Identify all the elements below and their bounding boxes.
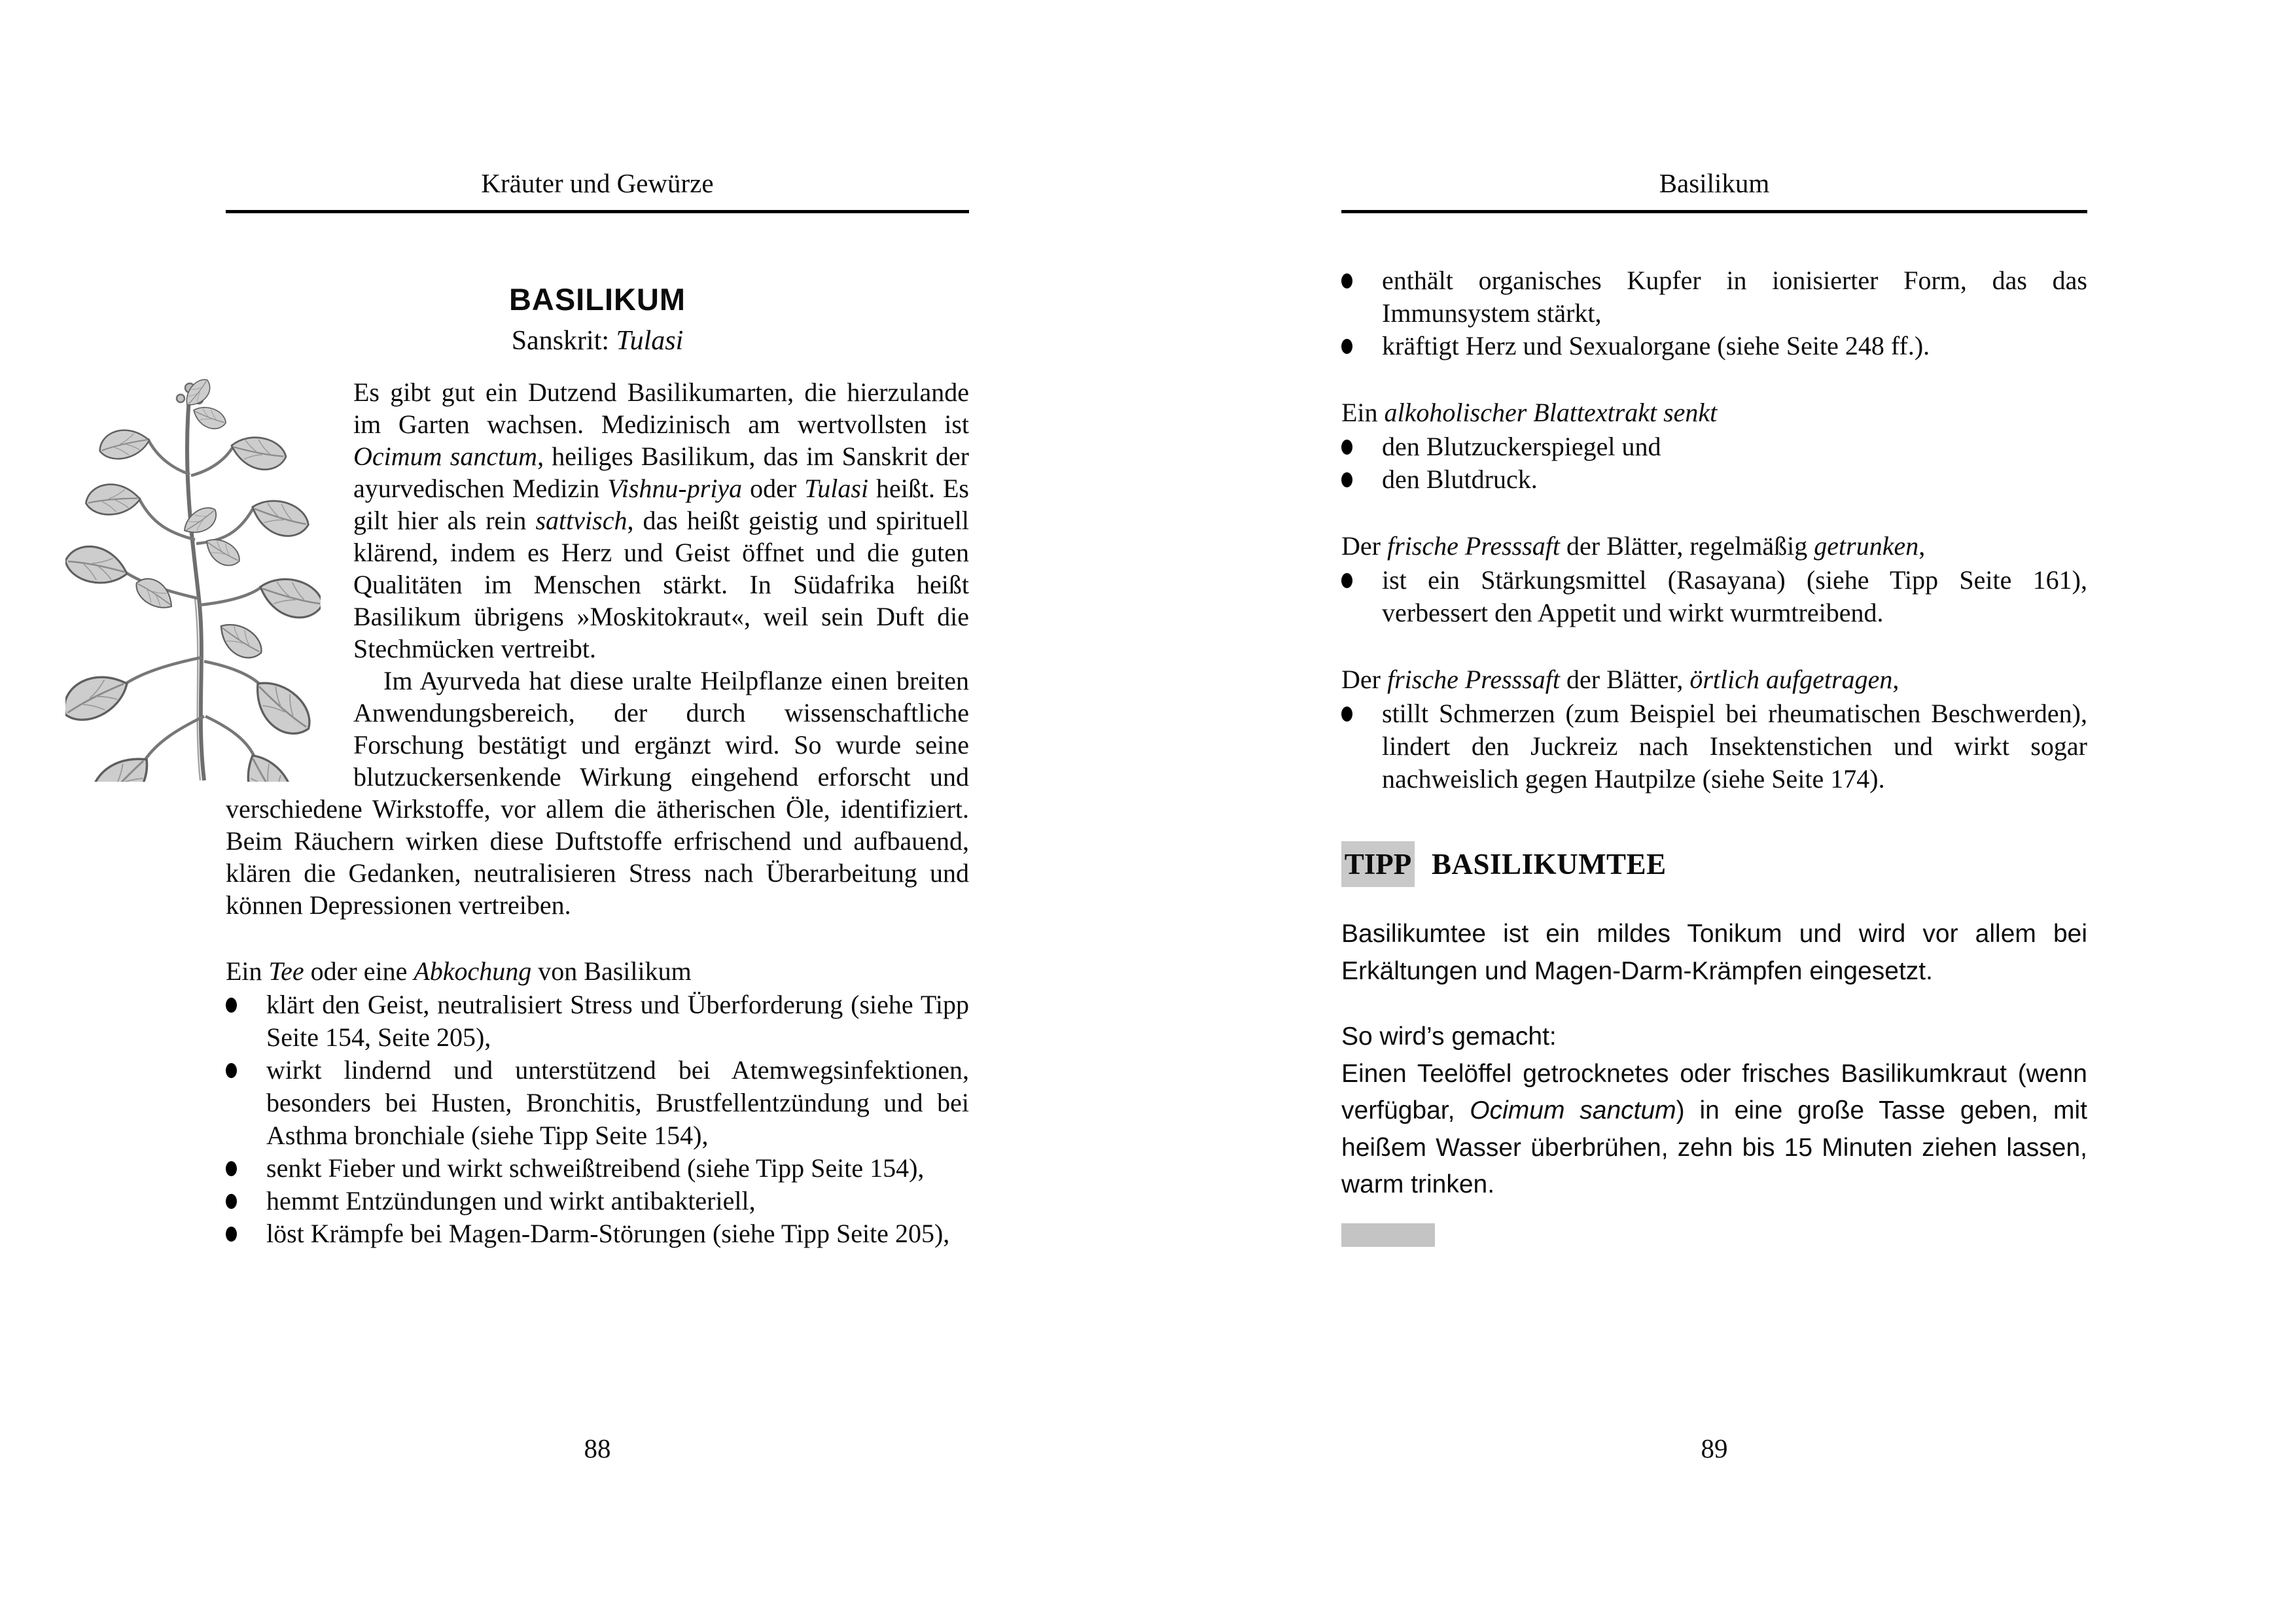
bullet-icon <box>1341 430 1382 463</box>
tip-label: TIPP <box>1341 841 1415 887</box>
list-item: hemmt Entzündungen und wirkt antibakteriell, <box>226 1185 969 1217</box>
tip-box <box>1341 841 2087 1247</box>
list-item: löst Krämpfe bei Magen-Darm-Störungen (siehe Tipp Seite 205), <box>226 1217 969 1250</box>
chapter-body <box>226 376 969 921</box>
page-number-right: 89 <box>1701 1433 1728 1463</box>
bullet-icon <box>226 1185 266 1217</box>
juice-drunk-bullet-list <box>1341 564 2087 629</box>
bullet-icon <box>226 1054 266 1152</box>
list-item: klärt den Geist, neutralisiert Stress und Überforderung (siehe Tipp Seite 154, Seite 205), <box>226 988 969 1054</box>
basil-plant-illustration <box>65 376 347 782</box>
properties-bullet-list <box>1341 264 2087 362</box>
juice-topical-intro: Der frische Presssaft der Blätter, örtlich aufgetragen, <box>1341 665 1899 695</box>
extract-bullet-list <box>1341 430 2087 496</box>
list-item: senkt Fieber und wirkt schweißtreibend (siehe Tipp Seite 154), <box>226 1152 969 1185</box>
tip-method-text: Einen Teelöffel getrocknetes oder frisches Basilikumkraut (wenn verfügbar, Ocimum sanctum) in eine große Tasse geben, mit heißem Wasser überbrühen, zehn bis 15 Minuten ziehen lassen, warm trinken. <box>1341 1059 2087 1199</box>
list-item: den Blutzuckerspiegel und <box>1341 430 2087 463</box>
juice-topical-bullet-list <box>1341 697 2087 795</box>
tip-header <box>1341 841 2087 887</box>
body-paragraph-1: Es gibt gut ein Dutzend Basilikumarten, die hierzulande im Garten wachsen. Medizinisch am wertvollsten ist Ocimum sanctum, heiliges Basilikum, das im Sanskrit der ayurvedischen Medizin Vishnu-priya oder Tulasi heißt. Es gilt hier als rein sattvisch, das heißt geistig und spirituell klärend, indem es Herz und Geist öffnet und die guten Qualitäten im Menschen stärkt. In Südafrika heißt Basilikum übrigens »Moskitokraut«, weil sein Duft die Stechmücken vertreibt. <box>353 377 970 664</box>
body-paragraph-2: Im Ayurveda hat diese uralte Heilpflanze einen breiten Anwendungsbereich, der durch wissenschaftliche Forschung bestätigt und ergänzt wird. So wurde seine blutzuckersenkende Wirkung eingehend erforscht und verschiedene Wirkstoffe, vor allem die ätherischen Öle, identifiziert. Beim Räuchern wirken diese Duftstoffe erfrischend und aufbauend, klären die Gedanken, neutralisieren Stress nach Überarbeitung und können Depressionen vertreiben. <box>226 666 969 920</box>
list-item: den Blutdruck. <box>1341 463 2087 496</box>
list-item: stillt Schmerzen (zum Beispiel bei rheumatischen Beschwerden), lindert den Juckreiz nach Insektenstichen und wirkt sogar nachweislich gegen Hautpilze (siehe Seite 174). <box>1341 697 2087 795</box>
bullet-icon <box>226 1152 266 1185</box>
bullet-icon <box>1341 697 1382 795</box>
gray-placeholder-block <box>1341 1223 1435 1247</box>
list-item: ist ein Stärkungsmittel (Rasayana) (siehe Tipp Seite 161), verbessert den Appetit und wirkt wurmtreibend. <box>1341 564 2087 629</box>
chapter-subtitle: Sanskrit: Tulasi <box>511 326 684 357</box>
bullet-icon <box>1341 264 1382 330</box>
tip-heading: BASILIKUMTEE <box>1432 848 1667 881</box>
tea-list-intro: Ein Tee oder eine Abkochung von Basilikum <box>226 956 692 986</box>
list-item: enthält organisches Kupfer in ionisierter Form, das das Immunsystem stärkt, <box>1341 264 2087 330</box>
list-item: kräftigt Herz und Sexualorgane (siehe Seite 248 ff.). <box>1341 330 2087 362</box>
juice-drunk-intro: Der frische Presssaft der Blätter, regelmäßig getrunken, <box>1341 531 1926 561</box>
tip-intro-text: Basilikumtee ist ein mildes Tonikum und wird vor allem bei Erkältungen und Magen-Darm-Krämpfen eingesetzt. <box>1341 920 2087 985</box>
extract-intro: Ein alkoholischer Blattextrakt senkt <box>1341 398 1718 428</box>
bullet-icon <box>226 988 266 1054</box>
bullet-icon <box>1341 564 1382 629</box>
basil-plant-sketch <box>65 376 321 782</box>
running-head-right: Basilikum <box>1341 169 2087 213</box>
chapter-title: BASILIKUM <box>508 282 686 317</box>
running-head-left: Kräuter und Gewürze <box>226 169 969 213</box>
bullet-icon <box>1341 330 1382 362</box>
page-left <box>226 169 969 1623</box>
bullet-icon <box>1341 463 1382 496</box>
bullet-icon <box>226 1217 266 1250</box>
list-item: wirkt lindernd und unterstützend bei Atemwegsinfektionen, besonders bei Husten, Bronchitis, Brustfellentzündung und bei Asthma bronchiale (siehe Tipp Seite 154), <box>226 1054 969 1152</box>
tip-method-label: So wird’s gemacht: <box>1341 1022 1557 1051</box>
page-right <box>1341 169 2087 1623</box>
page-number-left: 88 <box>584 1433 611 1463</box>
tea-bullet-list <box>226 988 969 1250</box>
